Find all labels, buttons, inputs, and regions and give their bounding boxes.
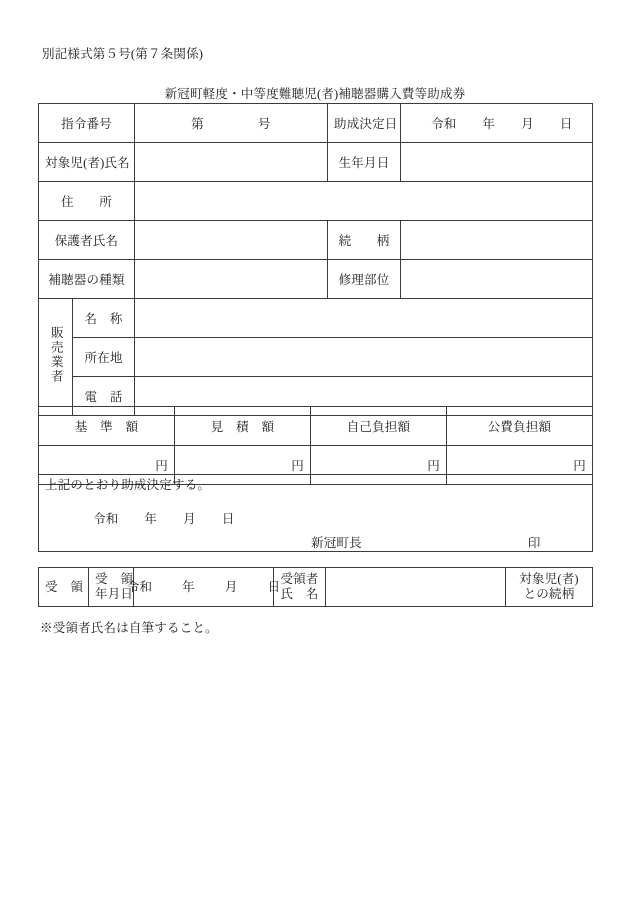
decision-date-day: 日 (559, 117, 573, 131)
receipt-label-text: 受 領 (45, 579, 84, 594)
receipt-date-value-cell[interactable] (126, 568, 281, 607)
decision-date-line[interactable] (45, 509, 586, 527)
amount-public-pay-unit: 円 (573, 459, 586, 473)
table-row-vendor-address (39, 338, 593, 377)
decision-signature-line (45, 533, 586, 551)
table-row-vendor-name (39, 299, 593, 338)
vendor-phone-label: 電 話 (73, 377, 135, 416)
table-row-subject-name (39, 143, 593, 182)
receiver-name-label-line2: 氏 名 (280, 587, 319, 601)
vendor-name-label: 名 称 (73, 299, 135, 338)
decision-table (38, 474, 593, 552)
relation-label: 続 柄 (328, 221, 401, 260)
address-label: 住 所 (39, 182, 135, 221)
vendor-address-value[interactable] (135, 338, 593, 377)
vendor-address-label: 所在地 (73, 338, 135, 377)
receiver-relation-label (506, 568, 593, 607)
receiver-relation-label-line1: 対象児(者) (519, 572, 579, 587)
table-row-order-number (39, 104, 593, 143)
decision-date-label: 助成決定日 (328, 104, 401, 143)
decision-date-value-cell[interactable] (401, 104, 593, 143)
vendor-group-label-text: 販売業者 (49, 326, 64, 384)
table-row-address (39, 182, 593, 221)
decision-statement: 上記のとおり助成決定する。 (45, 478, 211, 492)
vendor-group-label (39, 299, 73, 416)
order-number-label: 指令番号 (39, 104, 135, 143)
decision-date-year: 年 (482, 117, 496, 131)
table-row-receipt (39, 568, 593, 607)
amount-header-estimate: 見 積 額 (175, 407, 311, 446)
document-title: 新冠町軽度・中等度難聴児(者)補聴器購入費等助成券 (164, 87, 466, 101)
decision-date-era: 令和 (431, 117, 457, 131)
receipt-table (38, 567, 593, 607)
form-number: 別記様式第５号(第７条関係) (42, 47, 204, 61)
vendor-name-value[interactable] (135, 299, 593, 338)
seal-mark: 印 (527, 536, 541, 550)
receipt-day: 日 (267, 579, 281, 594)
guardian-name-value[interactable] (135, 221, 328, 260)
order-number-dai: 第 (191, 117, 204, 131)
decision-cell (39, 475, 593, 552)
receipt-year: 年 (182, 579, 195, 594)
order-number-value-cell[interactable] (135, 104, 328, 143)
receiver-name-label (274, 568, 326, 607)
signer-title: 新冠町長 (311, 536, 362, 550)
order-number-go: 号 (258, 117, 271, 131)
decision-day: 日 (221, 512, 235, 526)
table-row-guardian (39, 221, 593, 260)
receipt-era: 令和 (126, 579, 153, 594)
guardian-name-label: 保護者氏名 (39, 221, 135, 260)
amounts-header-row (39, 407, 593, 446)
decision-year: 年 (144, 512, 158, 526)
amount-header-public-pay: 公費負担額 (447, 407, 593, 446)
decision-month: 月 (183, 512, 196, 526)
amount-estimate-unit: 円 (291, 459, 304, 473)
birthdate-label: 生年月日 (328, 143, 401, 182)
amount-header-standard: 基 準 額 (39, 407, 175, 446)
decision-era: 令和 (93, 512, 119, 526)
amount-self-pay-unit: 円 (427, 459, 440, 473)
repair-part-label: 修理部位 (328, 260, 401, 299)
repair-part-value[interactable] (401, 260, 593, 299)
subject-name-value[interactable] (135, 143, 328, 182)
amount-standard-unit: 円 (155, 459, 168, 473)
device-type-value[interactable] (135, 260, 328, 299)
receipt-date-label-line1: 受 領 (95, 572, 134, 587)
receipt-month: 月 (224, 579, 238, 594)
amount-header-self-pay: 自己負担額 (311, 407, 447, 446)
address-value[interactable] (135, 182, 593, 221)
subsidy-voucher-table (38, 103, 593, 416)
receipt-label (39, 568, 89, 607)
receipt-date-label-line2: 年月日 (95, 587, 134, 601)
receiver-name-label-line1: 受領者 (280, 572, 319, 587)
table-row-device-type (39, 260, 593, 299)
receiver-relation-label-line2: との続柄 (523, 587, 575, 601)
subject-name-label: 対象児(者)氏名 (39, 143, 135, 182)
relation-value[interactable] (401, 221, 593, 260)
decision-date-month: 月 (521, 117, 534, 131)
receiver-name-value[interactable] (326, 568, 506, 607)
footnote: ※受領者氏名は自筆すること。 (40, 621, 218, 635)
decision-row (39, 475, 593, 552)
birthdate-value[interactable] (401, 143, 593, 182)
device-type-label: 補聴器の種類 (39, 260, 135, 299)
